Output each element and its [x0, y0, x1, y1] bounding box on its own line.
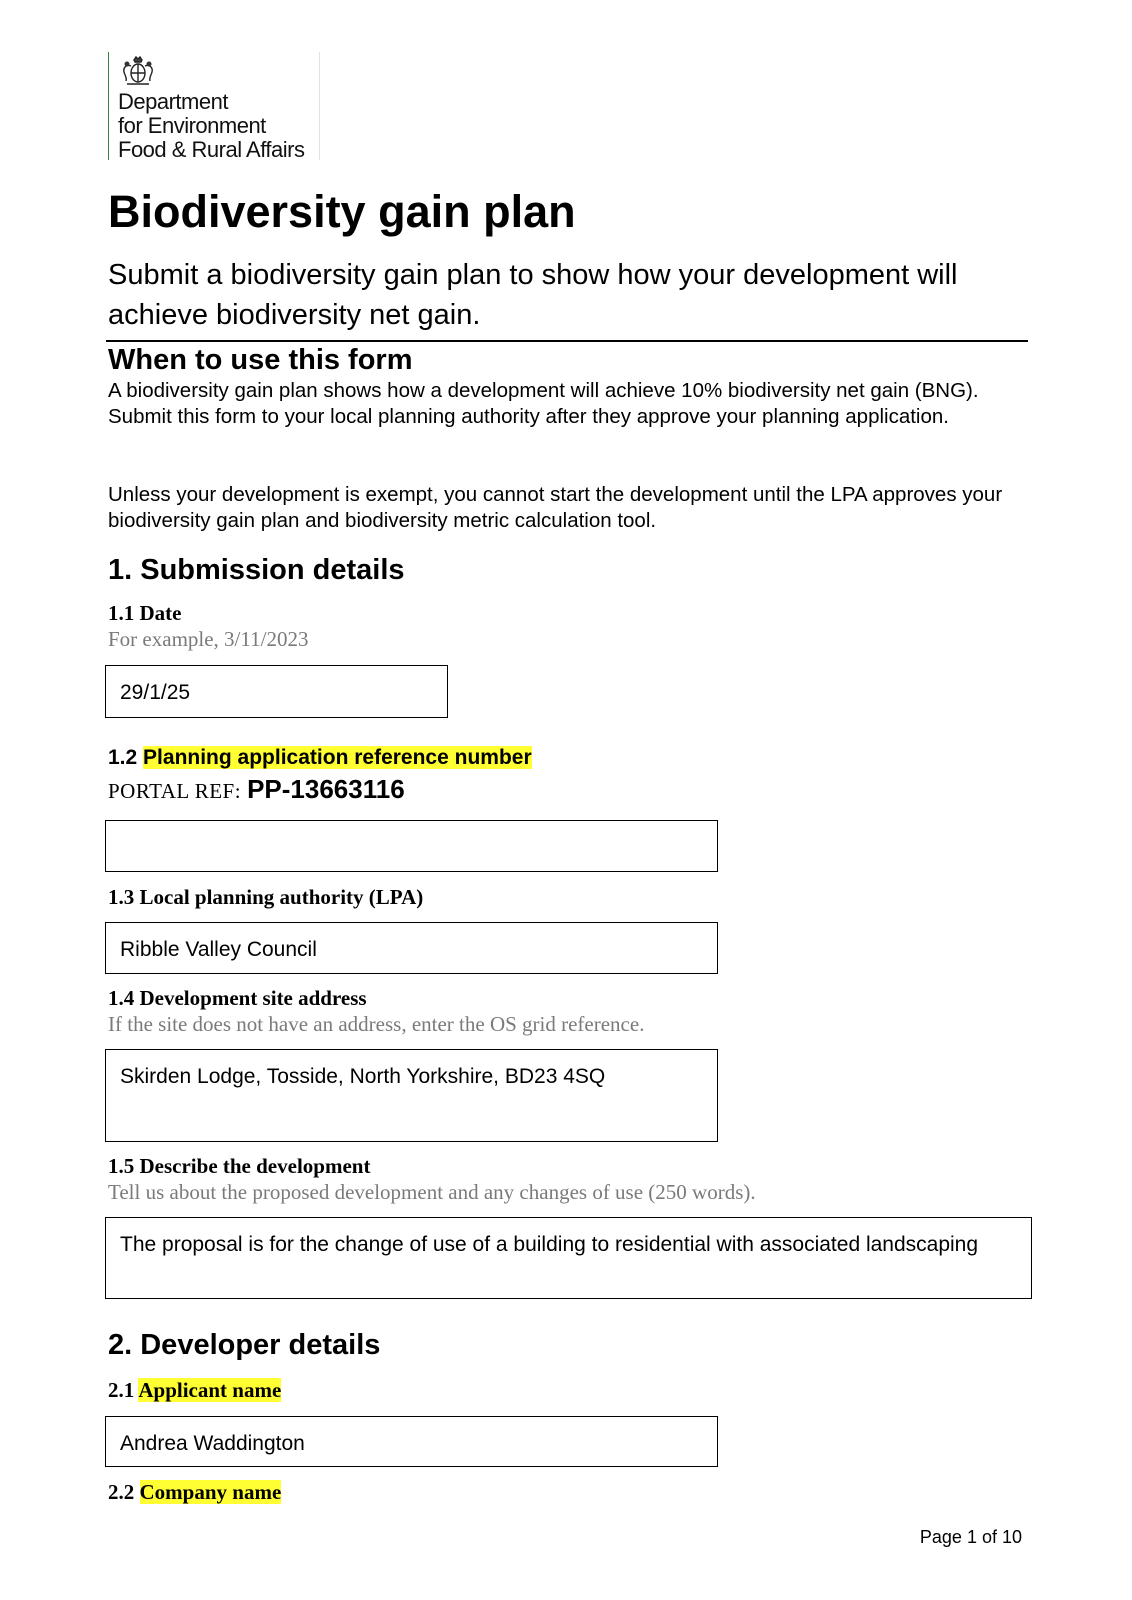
date-label: 1.1 Date: [108, 601, 182, 625]
company-name-number: 2.2: [108, 1480, 135, 1504]
logo-text: [118, 90, 304, 162]
royal-crest-icon: [119, 54, 157, 88]
date-input[interactable]: 29/1/25: [105, 665, 448, 718]
planning-ref-number: 1.2: [108, 746, 138, 769]
applicant-name-input[interactable]: Andrea Waddington: [105, 1416, 718, 1467]
describe-development-label: 1.5 Describe the development: [108, 1154, 371, 1178]
planning-ref-label: [108, 745, 532, 771]
applicant-name-label-text: Applicant name: [138, 1378, 282, 1402]
section-2-heading: 2. Developer details: [108, 1329, 381, 1361]
company-name-label: [108, 1479, 281, 1505]
when-to-use-paragraph-1: A biodiversity gain plan shows how a development will achieve 10% biodiversity net gain (BNG). Submit this form to your local planning authority after they approve your planning application.: [108, 379, 979, 428]
logo-line: Department: [118, 89, 228, 114]
date-hint: For example, 3/11/2023: [108, 627, 309, 651]
describe-development-hint: Tell us about the proposed development and any changes of use (250 words).: [108, 1180, 756, 1204]
portal-ref-value: PP-13663116: [247, 774, 405, 804]
defra-logo: [108, 52, 320, 160]
page-subtitle: Submit a biodiversity gain plan to show how your development will achieve biodiversity net gain.: [108, 259, 958, 331]
planning-ref-input[interactable]: [105, 820, 718, 872]
logo-line: Food & Rural Affairs: [118, 137, 305, 162]
when-to-use-paragraph-2: Unless your development is exempt, you cannot start the development until the LPA approves your biodiversity gain plan and biodiversity metric calculation tool.: [108, 483, 1003, 532]
describe-development-input[interactable]: The proposal is for the change of use of a building to residential with associated landscaping: [105, 1217, 1032, 1299]
lpa-input[interactable]: Ribble Valley Council: [105, 922, 718, 974]
lpa-label: 1.3 Local planning authority (LPA): [108, 885, 424, 909]
portal-ref: [108, 774, 405, 806]
applicant-name-number: 2.1: [108, 1378, 135, 1402]
portal-ref-label: PORTAL REF:: [108, 779, 242, 803]
page-title: Biodiversity gain plan: [108, 186, 576, 237]
company-name-label-text: Company name: [139, 1480, 282, 1504]
when-to-use-heading: When to use this form: [108, 344, 413, 376]
logo-line: for Environment: [118, 113, 266, 138]
page-number: Page 1 of 10: [919, 1527, 1022, 1547]
section-1-heading: 1. Submission details: [108, 554, 405, 586]
site-address-label: 1.4 Development site address: [108, 986, 367, 1010]
planning-ref-label-text: Planning application reference number: [143, 746, 532, 769]
site-address-input[interactable]: Skirden Lodge, Tosside, North Yorkshire, BD23 4SQ: [105, 1049, 718, 1142]
site-address-hint: If the site does not have an address, enter the OS grid reference.: [108, 1012, 645, 1036]
applicant-name-label: [108, 1377, 281, 1403]
